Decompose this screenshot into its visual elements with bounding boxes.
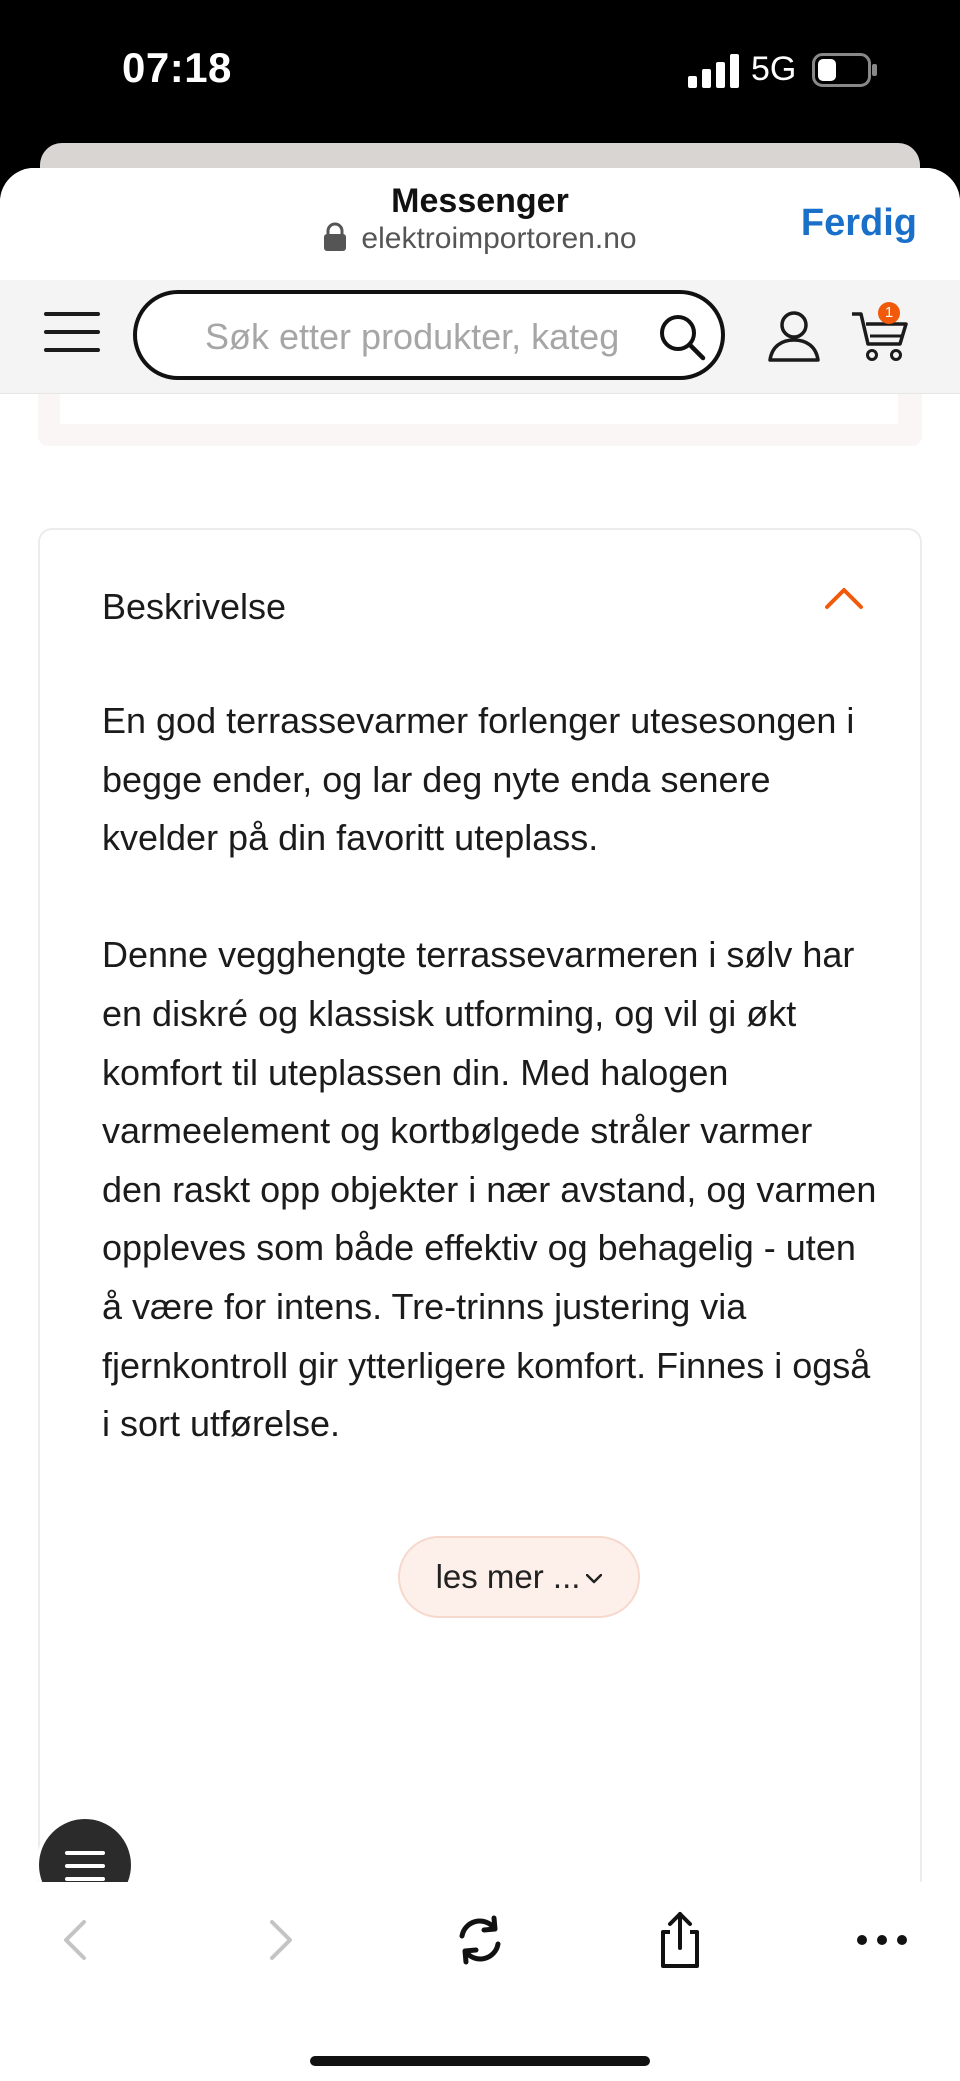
network-type: 5G bbox=[751, 50, 797, 88]
forward-arrow-icon[interactable] bbox=[250, 1910, 310, 1970]
description-accordion bbox=[38, 528, 922, 2054]
read-more-label: les mer ... bbox=[435, 1558, 581, 1595]
description-text bbox=[102, 692, 882, 1512]
back-arrow-icon[interactable] bbox=[46, 1910, 106, 1970]
sheet-title: Messenger bbox=[391, 182, 569, 220]
home-indicator bbox=[310, 2056, 650, 2066]
description-paragraph: En god terrassevarmer forlenger utesesongen i begge ender, og lar deg nyte enda senere kvelder på din favoritt uteplass. bbox=[102, 700, 855, 859]
done-button[interactable]: Ferdig bbox=[800, 202, 917, 244]
menu-line bbox=[44, 312, 100, 316]
hamburger-menu-button[interactable] bbox=[44, 312, 100, 358]
search-box bbox=[133, 290, 725, 380]
menu-line bbox=[44, 348, 100, 352]
site-toolbar bbox=[0, 280, 960, 394]
chevron-up-icon[interactable] bbox=[824, 586, 864, 610]
description-title[interactable]: Beskrivelse bbox=[102, 586, 287, 627]
description-paragraph: Denne vegghengte terrassevarmeren i sølv har en diskré og klassisk utforming, og vil gi økt komfort til uteplassen din. Med halogen varmeelement og kortbølgede stråler varmer den raskt opp objekter i nær avstand, og varmen oppleves som både effektiv og behagelig - uten å være for intens. Tre-trinns justering via fjernkontroll gir ytterligere komfort. Finnes i også i sort utførelse. bbox=[102, 934, 877, 1445]
chevron-down-icon bbox=[586, 1574, 602, 1584]
lock-icon bbox=[323, 222, 347, 252]
menu-line bbox=[44, 330, 100, 334]
in-app-browser-sheet bbox=[0, 168, 960, 2081]
site-url: elektroimportoren.no bbox=[361, 222, 637, 255]
browser-toolbar bbox=[0, 1882, 960, 2081]
sheet-header bbox=[0, 168, 960, 280]
cellular-signal-icon bbox=[688, 54, 744, 88]
search-input[interactable] bbox=[203, 314, 637, 360]
previous-section-inner bbox=[60, 394, 898, 424]
search-icon[interactable] bbox=[657, 312, 707, 362]
user-account-icon[interactable] bbox=[766, 308, 822, 364]
menu-line bbox=[65, 1851, 105, 1855]
menu-line bbox=[65, 1877, 105, 1881]
status-bar bbox=[0, 0, 960, 140]
share-icon[interactable] bbox=[650, 1910, 710, 1970]
page-content bbox=[0, 394, 960, 2054]
status-time: 07:18 bbox=[122, 44, 232, 91]
menu-line bbox=[65, 1864, 105, 1868]
more-options-icon[interactable] bbox=[852, 1910, 912, 1970]
previous-section-card bbox=[38, 394, 922, 446]
battery-icon bbox=[812, 53, 878, 87]
cart-count-badge: 1 bbox=[878, 302, 900, 324]
reload-icon[interactable] bbox=[450, 1910, 510, 1970]
read-more-button[interactable] bbox=[398, 1536, 640, 1618]
